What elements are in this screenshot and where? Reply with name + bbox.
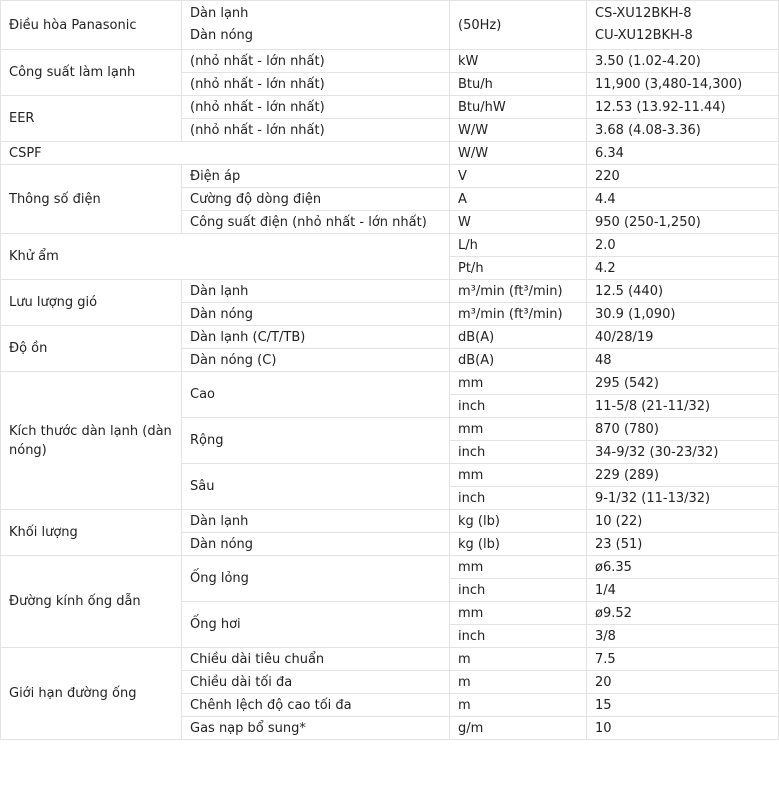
table-row — [1, 648, 779, 671]
unit-cell: inch — [450, 441, 587, 464]
unit-cell: inch — [450, 579, 587, 602]
model-names — [587, 1, 779, 50]
unit-cell: mm — [450, 418, 587, 441]
sub-label: Rộng — [182, 418, 450, 464]
sub-label: Điện áp — [182, 165, 450, 188]
sub-label: (nhỏ nhất - lớn nhất) — [182, 50, 450, 73]
row-label: Giới hạn đường ống — [1, 648, 182, 740]
unit-cell: W — [450, 211, 587, 234]
unit-cell: L/h — [450, 234, 587, 257]
sub-label: Công suất điện (nhỏ nhất - lớn nhất) — [182, 211, 450, 234]
unit-cell: dB(A) — [450, 326, 587, 349]
unit-cell: mm — [450, 372, 587, 395]
value-cell: 295 (542) — [587, 372, 779, 395]
value-cell: 10 — [587, 717, 779, 740]
sub-label: Chiều dài tiêu chuẩn — [182, 648, 450, 671]
unit-cell: m — [450, 648, 587, 671]
value-cell: 11,900 (3,480-14,300) — [587, 73, 779, 96]
value-cell: 12.5 (440) — [587, 280, 779, 303]
row-label: Lưu lượng gió — [1, 280, 182, 326]
value-cell: 40/28/19 — [587, 326, 779, 349]
row-label: Thông số điện — [1, 165, 182, 234]
unit-cell: mm — [450, 556, 587, 579]
frequency: (50Hz) — [450, 1, 587, 50]
sub-label: Chiều dài tối đa — [182, 671, 450, 694]
row-label: Độ ồn — [1, 326, 182, 372]
unit-cell: m³/min (ft³/min) — [450, 303, 587, 326]
sub-label: (nhỏ nhất - lớn nhất) — [182, 119, 450, 142]
table-row — [1, 142, 779, 165]
value-cell: 229 (289) — [587, 464, 779, 487]
table-row — [1, 280, 779, 303]
value-cell: 3/8 — [587, 625, 779, 648]
unit-cell: inch — [450, 625, 587, 648]
table-row — [1, 372, 779, 395]
sub-label: Sâu — [182, 464, 450, 510]
unit-cell: inch — [450, 395, 587, 418]
value-cell: 2.0 — [587, 234, 779, 257]
value-cell: 1/4 — [587, 579, 779, 602]
sub-label: Dàn lạnh — [182, 280, 450, 303]
sub-label: Dàn lạnh — [182, 510, 450, 533]
value-cell: 3.50 (1.02-4.20) — [587, 50, 779, 73]
value-cell: 950 (250-1,250) — [587, 211, 779, 234]
sub-label: Ống hơi — [182, 602, 450, 648]
outdoor-model: CU-XU12BKH-8 — [595, 28, 693, 43]
value-cell: 3.68 (4.08-3.36) — [587, 119, 779, 142]
unit-cell: m³/min (ft³/min) — [450, 280, 587, 303]
sub-label: (nhỏ nhất - lớn nhất) — [182, 96, 450, 119]
sub-label: Dàn nóng — [182, 303, 450, 326]
unit-cell: mm — [450, 602, 587, 625]
unit-cell: Btu/h — [450, 73, 587, 96]
unit-cell: V — [450, 165, 587, 188]
row-label: Khử ẩm — [1, 234, 450, 280]
table-row — [1, 556, 779, 579]
unit-cell: dB(A) — [450, 349, 587, 372]
value-cell: 15 — [587, 694, 779, 717]
value-cell: ø9.52 — [587, 602, 779, 625]
table-row — [1, 1, 779, 50]
table-row — [1, 165, 779, 188]
unit-cell: W/W — [450, 142, 587, 165]
value-cell: 9-1/32 (11-13/32) — [587, 487, 779, 510]
row-label: CSPF — [1, 142, 450, 165]
value-cell: 4.2 — [587, 257, 779, 280]
unit-cell: m — [450, 694, 587, 717]
unit-cell: kg (lb) — [450, 510, 587, 533]
table-row — [1, 50, 779, 73]
table-row — [1, 234, 779, 257]
value-cell: 870 (780) — [587, 418, 779, 441]
value-cell: 7.5 — [587, 648, 779, 671]
sub-label: Dàn lạnh (C/T/TB) — [182, 326, 450, 349]
product-name: Điều hòa Panasonic — [1, 1, 182, 50]
sub-label: Chênh lệch độ cao tối đa — [182, 694, 450, 717]
row-label: Khối lượng — [1, 510, 182, 556]
unit-cell: inch — [450, 487, 587, 510]
sub-label: (nhỏ nhất - lớn nhất) — [182, 73, 450, 96]
sub-label: Gas nạp bổ sung* — [182, 717, 450, 740]
value-cell: 48 — [587, 349, 779, 372]
value-cell: 34-9/32 (30-23/32) — [587, 441, 779, 464]
value-cell: 30.9 (1,090) — [587, 303, 779, 326]
value-cell: 10 (22) — [587, 510, 779, 533]
unit-cell: g/m — [450, 717, 587, 740]
value-cell: 11-5/8 (21-11/32) — [587, 395, 779, 418]
unit-cell: A — [450, 188, 587, 211]
sub-label: Cao — [182, 372, 450, 418]
unit-cell: Btu/hW — [450, 96, 587, 119]
outdoor-unit-label: Dàn nóng — [190, 28, 254, 43]
indoor-model: CS-XU12BKH-8 — [595, 6, 692, 21]
value-cell: 20 — [587, 671, 779, 694]
indoor-unit-label: Dàn lạnh — [190, 6, 249, 21]
unit-cell: Pt/h — [450, 257, 587, 280]
sub-label: Dàn nóng — [182, 533, 450, 556]
value-cell: 12.53 (13.92-11.44) — [587, 96, 779, 119]
value-cell: 6.34 — [587, 142, 779, 165]
row-label: Đường kính ống dẫn — [1, 556, 182, 648]
unit-cell: kg (lb) — [450, 533, 587, 556]
sub-label: Cường độ dòng điện — [182, 188, 450, 211]
value-cell: 4.4 — [587, 188, 779, 211]
sub-label: Ống lỏng — [182, 556, 450, 602]
row-label: EER — [1, 96, 182, 142]
table-row — [1, 96, 779, 119]
table-row — [1, 326, 779, 349]
row-label: Kích thước dàn lạnh (dàn nóng) — [1, 372, 182, 510]
table-row — [1, 510, 779, 533]
sub-label: Dàn nóng (C) — [182, 349, 450, 372]
unit-names — [182, 1, 450, 50]
unit-cell: W/W — [450, 119, 587, 142]
unit-cell: m — [450, 671, 587, 694]
value-cell: ø6.35 — [587, 556, 779, 579]
value-cell: 220 — [587, 165, 779, 188]
unit-cell: kW — [450, 50, 587, 73]
unit-cell: mm — [450, 464, 587, 487]
value-cell: 23 (51) — [587, 533, 779, 556]
row-label: Công suất làm lạnh — [1, 50, 182, 96]
